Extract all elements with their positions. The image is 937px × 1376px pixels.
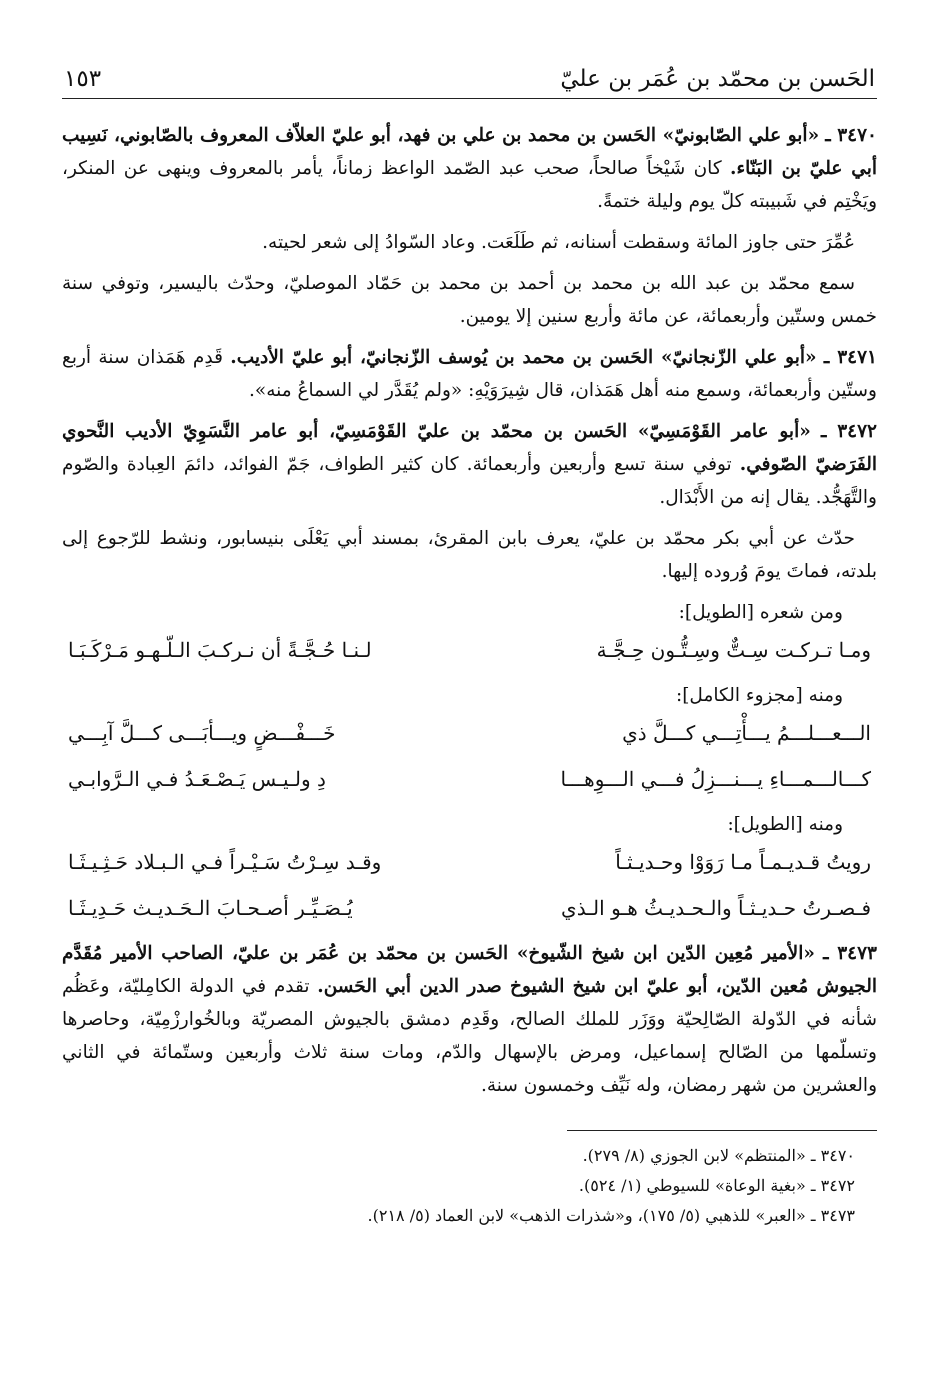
entry-paragraph: سمع محمّد بن عبد الله بن محمد بن أحمد بن محمد بن حَمّاد الموصليّ، وحدّث باليسير، وتوفي سنة خمس وستّين وأربعمائة، عن مائة وأربع سنين إلا يومين. <box>62 273 877 327</box>
entry-3472 <box>62 415 877 514</box>
entry-heading: «أبو علي الصّابونيّ» الحَسن بن محمد بن علي بن فهد، أبو عليّ العلاّف المعروف بالصّابوني، نَسِيب أبي عليّ بن البَنّاء. <box>62 125 877 179</box>
entry-number: ٣٤٧١ ـ <box>823 347 877 368</box>
poem-verse <box>68 845 871 879</box>
entry-heading: «أبو علي الزّنجانيّ» الحَسن بن محمد بن يُوسف الزّنجانيّ، أبو عليّ الأديب. <box>230 347 817 368</box>
entry-number: ٣٤٧٢ ـ <box>821 421 877 442</box>
document-page <box>62 48 877 1231</box>
main-text <box>62 119 877 1231</box>
entry-number: ٣٤٧٠ ـ <box>825 125 877 146</box>
footnote: ٣٤٧٢ ـ «بغية الوعاة» للسيوطي (١/ ٥٢٤). <box>578 1176 855 1195</box>
entry-text: توفي سنة تسع وأربعين وأربعمائة. كان كثير الطواف، جَمّ الفوائد، دائمَ العِبادة والصّوم والتَّهَجُّد. يقال إنه من الأَبْدَال. <box>62 454 877 508</box>
footnote: ٣٤٧٣ ـ «العبر» للذهبي (٥/ ١٧٥)، و«شذرات الذهب» لابن العماد (٥/ ٢١٨). <box>367 1206 855 1225</box>
running-header <box>62 48 877 98</box>
verse-first-hemistich: ومـا تـركـت سِـتٌّ وسِـتُّـون حِـجَّـة <box>596 638 871 662</box>
poem-verse <box>68 716 871 750</box>
verse-second-hemistich: دِ ولـيـس يَـصْـعَـدُ فـي الـرَّوابـي <box>68 767 326 791</box>
verse-second-hemistich: لـنـا حُـجَّـةً أن نـركـبَ الـلّـهـو مَـرْكَـبَـا <box>68 638 372 662</box>
entry-3470 <box>62 119 877 218</box>
verse-first-hemistich: رويتُ قـديـمـاً مـا رَوَوْا وحـديـثـاً <box>615 850 871 874</box>
verse-second-hemistich: يُـصَـيِّـر أصـحـابَ الـحَـديـث حَـدِيـثَـا <box>68 896 353 920</box>
verse-first-hemistich: كـــالـــمـــاءِ يـــنـــزِلُ فـــي الـــوِهـــا <box>560 767 871 791</box>
entry-heading: «أبو عامر القَوْمَسِيّ» الحَسن بن محمّد بن عليّ القَوْمَسِيّ، أبو عامر النَّسَوِيّ الأديب النَّحوي الفَرَضيّ الصّوفي. <box>62 421 877 475</box>
verse-first-hemistich: الـــعـــلـــمُ يـــأْتِـــي كـــلَّ ذي <box>622 721 871 745</box>
entry-3473 <box>62 937 877 1102</box>
page-number: ١٥٣ <box>64 66 102 92</box>
header-title: الحَسن بن محمّد بن عُمَر بن عليّ <box>560 66 875 92</box>
entry-3471 <box>62 341 877 407</box>
entry-number: ٣٤٧٣ ـ <box>823 943 877 964</box>
entry-paragraph: عُمِّرَ حتى جاوز المائة وسقطت أسنانه، ثم طَلَعَت. وعاد السّوادُ إلى شعر لحيته. <box>262 232 855 253</box>
header-rule <box>62 98 877 99</box>
footnote: ٣٤٧٠ ـ «المنتظم» لابن الجوزي (٨/ ٢٧٩). <box>582 1146 855 1165</box>
poem-verse <box>68 891 871 925</box>
entry-heading: «الأمير مُعِين الدّين ابن شيخ الشّيوخ» الحَسن بن محمّد بن عُمَر بن عليّ، الصاحب الأمير مُقَدَّم الجيوش مُعين الدّين، أبو عليّ ابن شيخ الشيوخ صدر الدين أبي الحَسن. <box>62 943 877 997</box>
footnote-rule <box>567 1130 877 1131</box>
poem-intro: ومن شعره [الطويل]: <box>678 602 843 623</box>
poem-intro: ومنه [الطويل]: <box>727 814 843 835</box>
entry-text: قَدِم هَمَذان سنة أربع وستّين وأربعمائة، وسمع منه أهل هَمَذان، قال شِيرَوَيْهِ: «ولم يُقَدَّر لي السماعُ منه». <box>62 347 877 401</box>
verse-first-hemistich: فـصـرتُ حـديـثـاً والـحـديـثُ هـو الـذي <box>561 896 871 920</box>
verse-second-hemistich: خَـــفْـــضٍ ويـــأبَـــى كـــلَّ آبِـــي <box>68 721 336 745</box>
entry-text: تقدم في الدولة الكامِليّة، وعَظُم شأنه في الدّولة الصّالِحيّة ووَزَر للملك الصالح، وقَدِم دمشق بالجيوش المصريّة وبالخُوارزْمِيّة، وحاصرها وتسلّمها من الصّالح إسماعيل، ومرض بالإسهال والدّم، ومات سنة ثلاث وأربعين وستّمائة في الثاني والعشرين من شهر رمضان، وله نَيِّف وخمسون سنة. <box>62 976 877 1096</box>
entry-text: كان شَيْخاً صالحاً، صحب عبد الصّمد الواعظ زماناً، يأمر بالمعروف وينهى عن المنكر، ويَخْتِم في شَبيبته كلّ يوم وليلة ختمةً. <box>62 158 877 212</box>
entry-paragraph: حدّث عن أبي بكر محمّد بن عليّ، يعرف بابن المقرئ، بمسند أبي يَعْلَى بنيسابور، ونشط للرّجوع إلى بلدته، فماتَ يومَ وُروده إليها. <box>62 528 877 582</box>
poem-verse <box>68 633 871 667</box>
poem-intro: ومنه [مجزوء الكامل]: <box>675 685 843 706</box>
verse-second-hemistich: وقـد سِـرْتُ سَـيْـراً فـي الـبـلاد حَـثِـيـثَـا <box>68 850 382 874</box>
poem-verse <box>68 762 871 796</box>
